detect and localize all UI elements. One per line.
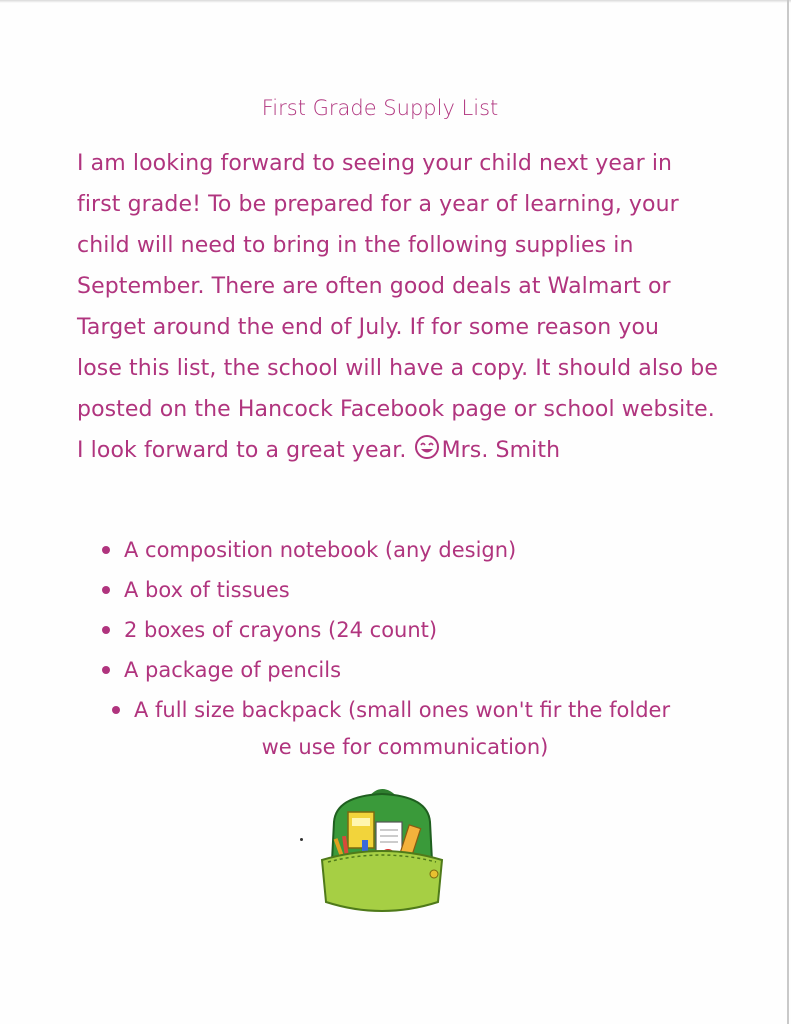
intro-closing-line <box>77 430 687 471</box>
bullet-icon <box>102 546 110 554</box>
list-item <box>100 610 720 650</box>
supply-item-text: 2 boxes of crayons (24 count) <box>124 618 438 642</box>
bullet-icon <box>102 586 110 594</box>
scan-edge-right <box>787 0 789 1024</box>
supply-list <box>100 530 720 730</box>
supply-item-continuation: we use for communication) <box>261 735 549 759</box>
scan-edge-top <box>0 0 791 3</box>
list-item <box>100 530 720 570</box>
intro-paragraph <box>77 143 718 471</box>
intro-line: I am looking forward to seeing your child next year in <box>77 151 673 176</box>
list-item <box>110 690 720 730</box>
supply-item-text: A box of tissues <box>124 578 290 602</box>
intro-line: September. There are often good deals at Walmart or <box>77 274 671 299</box>
intro-closing-text: I look forward to a great year. <box>77 438 407 463</box>
smiley-face-icon <box>414 434 440 460</box>
backpack-with-school-supplies-icon <box>312 782 452 928</box>
intro-line: Target around the end of July. If for some reason you <box>77 315 660 340</box>
supply-item-text: A package of pencils <box>124 658 342 682</box>
bullet-icon <box>102 626 110 634</box>
scan-speck <box>300 838 303 841</box>
supply-item-text: A composition notebook (any design) <box>124 538 517 562</box>
intro-line: lose this list, the school will have a copy. It should also be <box>77 356 718 381</box>
page-title: First Grade Supply List <box>261 96 499 120</box>
signature: Mrs. Smith <box>441 438 561 463</box>
bullet-icon <box>102 666 110 674</box>
bullet-icon <box>112 706 120 714</box>
supply-item-text: A full size backpack (small ones won't fir the folder <box>134 698 671 722</box>
intro-line: child will need to bring in the following supplies in <box>77 233 634 258</box>
list-item <box>100 650 720 690</box>
intro-line: first grade! To be prepared for a year of learning, your <box>77 192 679 217</box>
intro-line: posted on the Hancock Facebook page or school website. <box>77 397 715 422</box>
list-item <box>100 570 720 610</box>
